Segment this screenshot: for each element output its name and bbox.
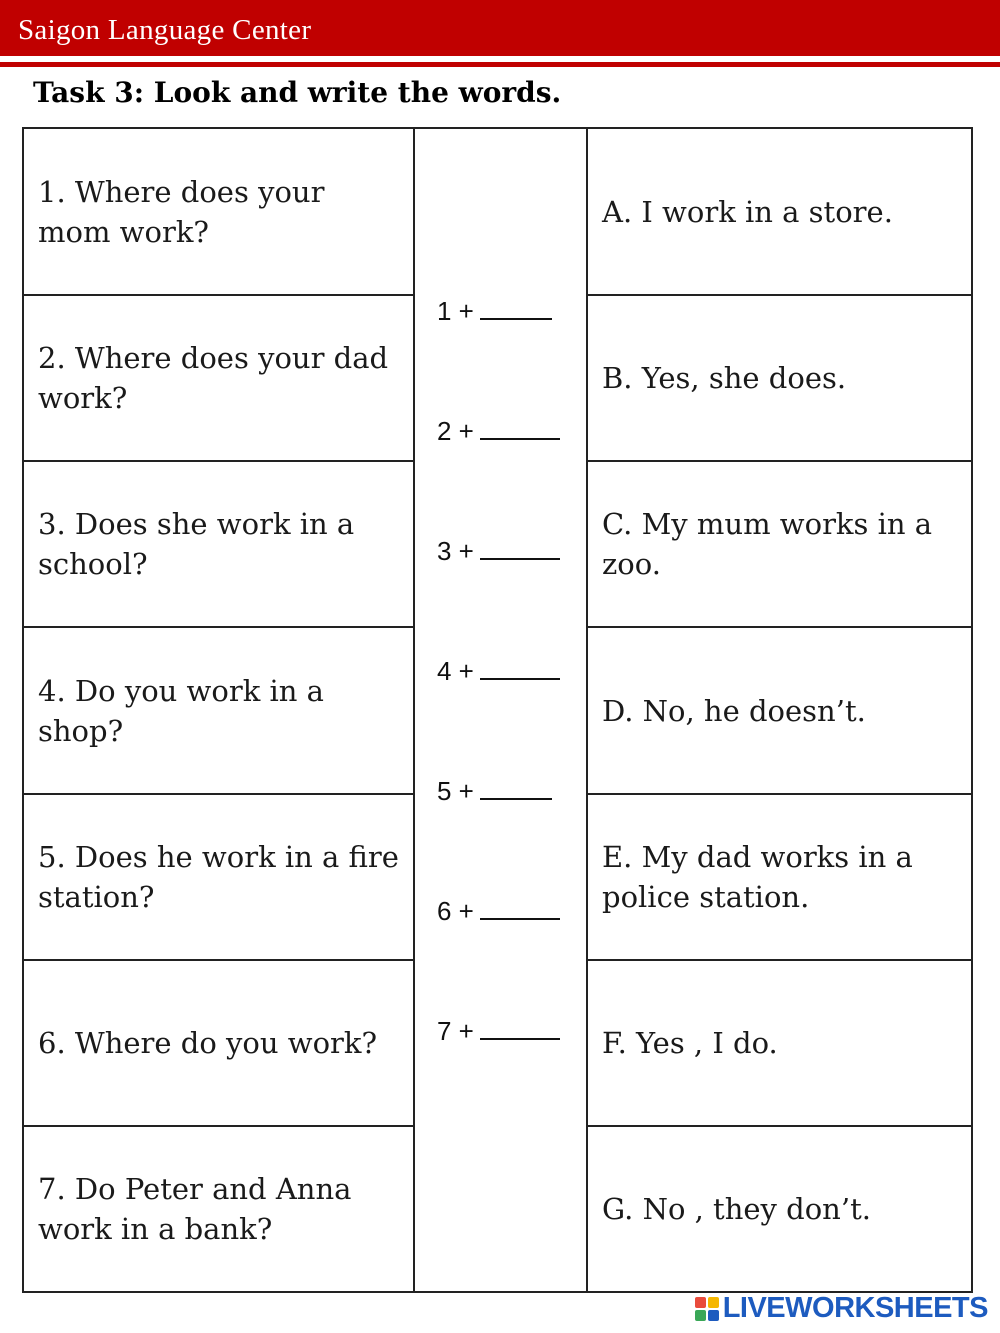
- question-cell: [22, 959, 415, 1127]
- header-title: Saigon Language Center: [18, 14, 312, 46]
- answer-cell: [586, 294, 973, 462]
- answer-cell: [586, 1125, 973, 1293]
- answer-text: C. My mum works in a zoo.: [602, 507, 933, 581]
- answer-text: G. No , they don’t.: [602, 1192, 871, 1226]
- answer-cell: [586, 959, 973, 1127]
- answer-blank[interactable]: [480, 658, 560, 680]
- answer-blank[interactable]: [480, 418, 560, 440]
- liveworksheets-icon: [695, 1297, 719, 1321]
- question-text: 2. Where does your dad work?: [38, 341, 389, 415]
- match-row: [437, 296, 552, 327]
- task-title: Task 3: Look and write the words.: [33, 76, 562, 109]
- answer-blank[interactable]: [480, 778, 552, 800]
- match-label: 5 +: [437, 776, 474, 806]
- answer-text: B. Yes, she does.: [602, 361, 847, 395]
- question-cell: [22, 793, 415, 961]
- question-cell: [22, 127, 415, 296]
- match-label: 2 +: [437, 416, 474, 446]
- question-cell: [22, 294, 415, 462]
- answer-text: E. My dad works in a police station.: [602, 840, 913, 914]
- answer-blank[interactable]: [480, 298, 552, 320]
- question-text: 7. Do Peter and Anna work in a bank?: [38, 1172, 352, 1246]
- answer-text: D. No, he doesn’t.: [602, 693, 866, 728]
- question-cell: [22, 460, 415, 628]
- match-row: [437, 896, 560, 927]
- answer-cell: [586, 626, 973, 795]
- question-cell: [22, 626, 415, 795]
- answer-blank[interactable]: [480, 1018, 560, 1040]
- watermark-text: LIVEWORKSHEETS: [722, 1292, 988, 1324]
- answer-cell: [586, 127, 973, 296]
- question-text: 6. Where do you work?: [38, 1026, 378, 1060]
- question-cell: [22, 1125, 415, 1293]
- match-row: [437, 1016, 560, 1047]
- match-row: [437, 656, 560, 687]
- match-row: [437, 416, 560, 447]
- question-text: 1. Where does your mom work?: [38, 174, 325, 249]
- header-bar: [0, 0, 1000, 56]
- question-text: 5. Does he work in a fire station?: [38, 840, 399, 914]
- answer-cell: [586, 460, 973, 628]
- answer-text: A. I work in a store.: [602, 194, 893, 229]
- match-label: 6 +: [437, 896, 474, 926]
- answer-blank[interactable]: [480, 538, 560, 560]
- liveworksheets-logo: [695, 1292, 988, 1325]
- question-text: 3. Does she work in a school?: [38, 507, 355, 581]
- match-row: [437, 536, 560, 567]
- match-label: 1 +: [437, 296, 474, 326]
- match-label: 3 +: [437, 536, 474, 566]
- match-label: 7 +: [437, 1016, 474, 1046]
- match-row: [437, 776, 552, 807]
- match-label: 4 +: [437, 656, 474, 686]
- question-text: 4. Do you work in a shop?: [38, 673, 324, 748]
- header-divider: [0, 62, 1000, 67]
- answer-text: F. Yes , I do.: [602, 1026, 778, 1060]
- answer-cell: [586, 793, 973, 961]
- answer-blank[interactable]: [480, 898, 560, 920]
